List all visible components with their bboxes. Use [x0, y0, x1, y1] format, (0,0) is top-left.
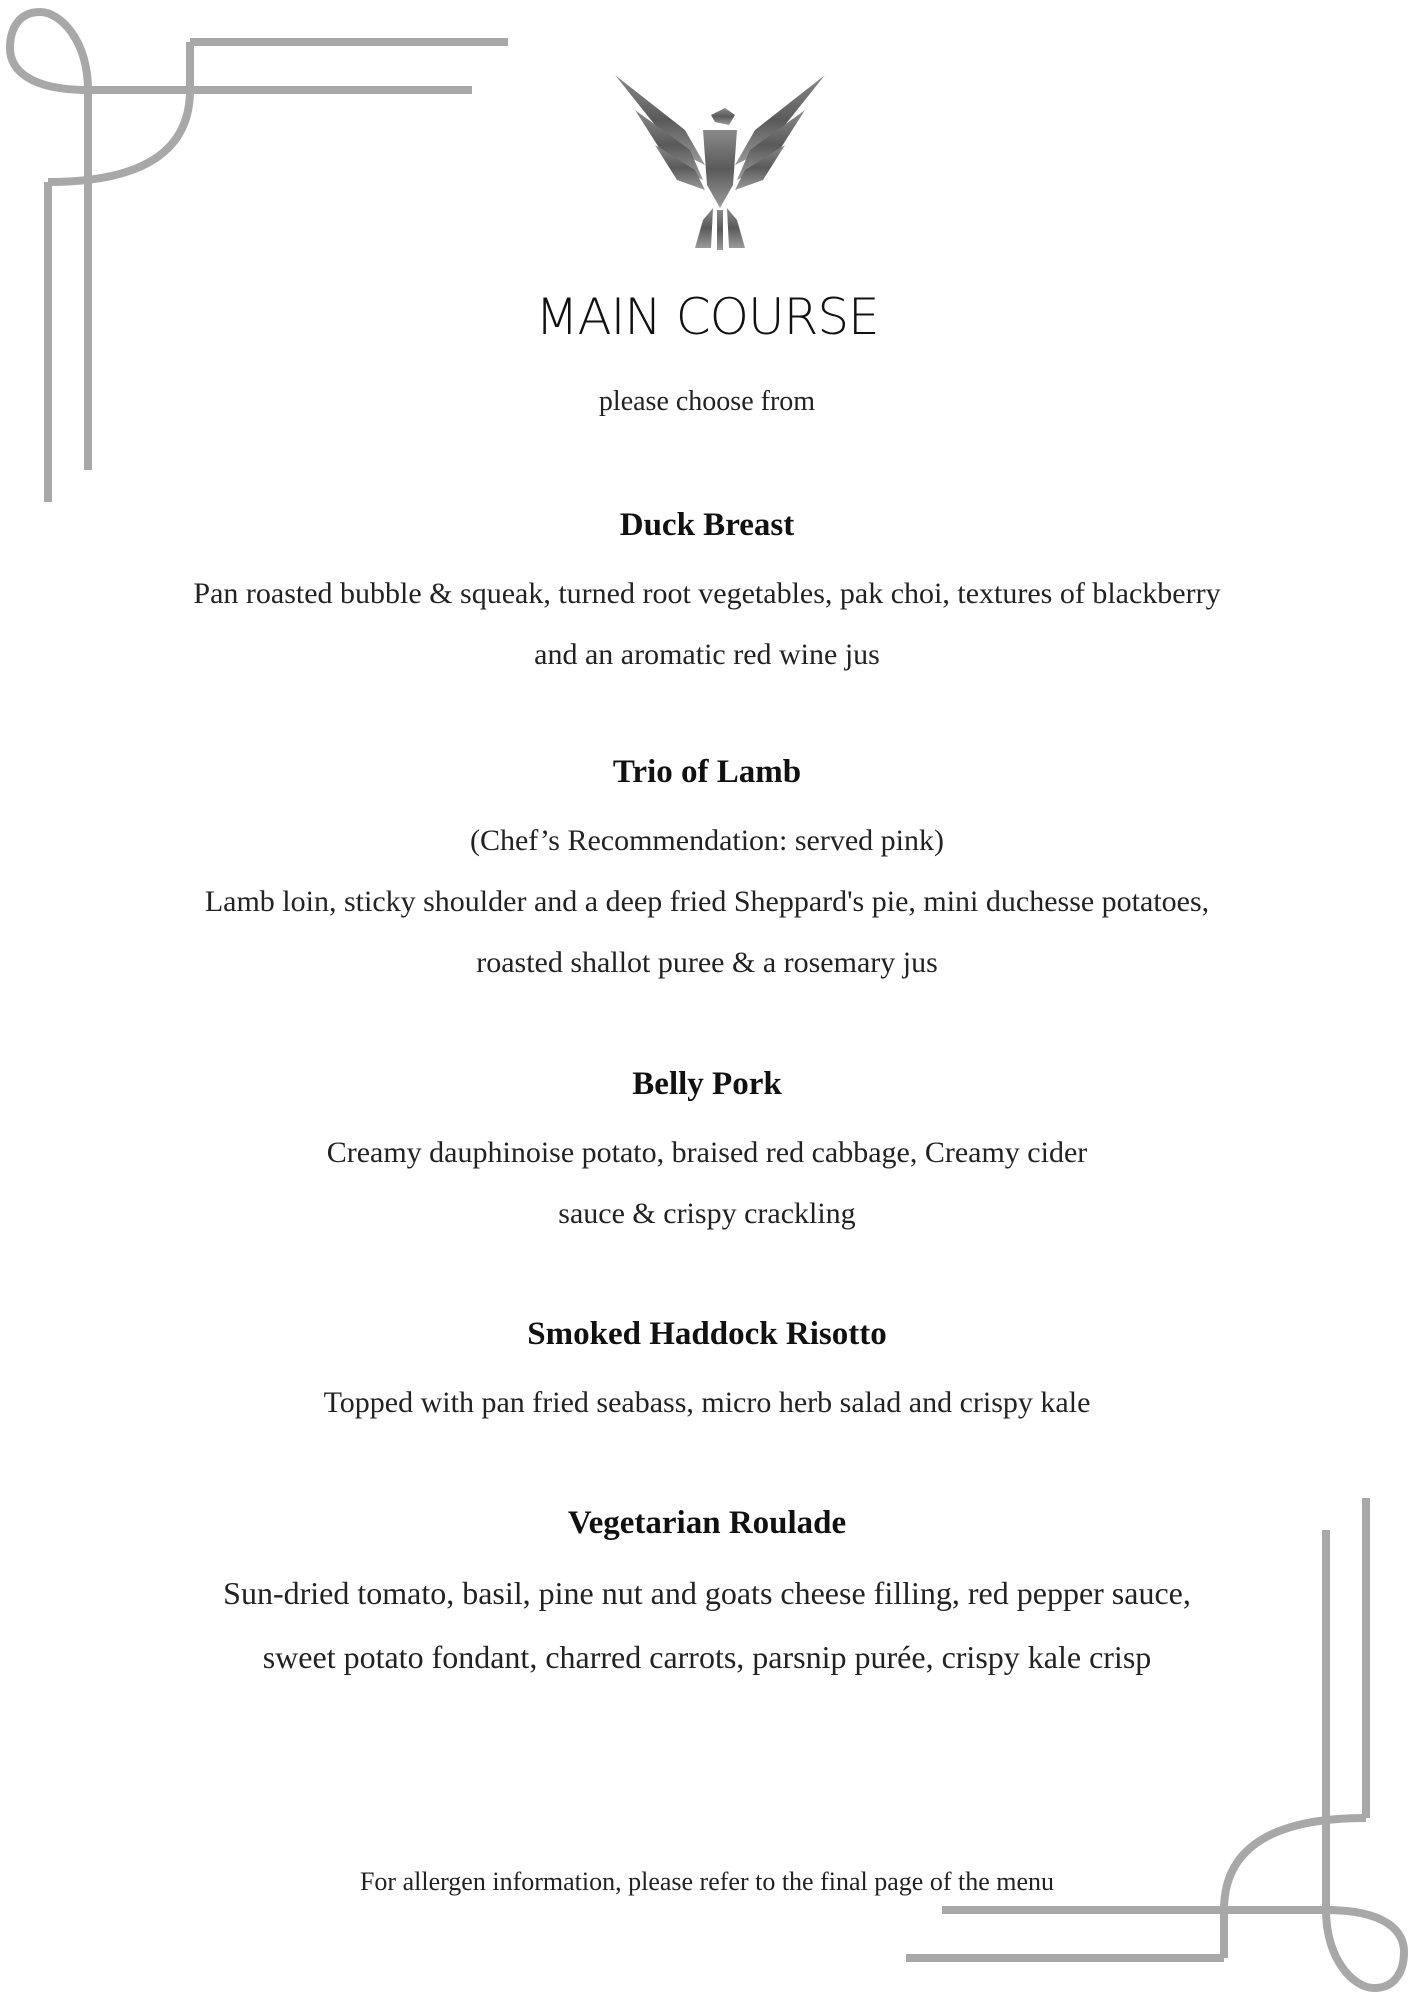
dish-description: sweet potato fondant, charred carrots, parsnip purée, crispy kale crisp — [262, 1639, 1152, 1675]
dish-description: roasted shallot puree & a rosemary jus — [476, 946, 938, 979]
menu-item-belly-pork — [0, 1064, 1414, 1244]
dish-description: and an aromatic red wine jus — [534, 638, 880, 671]
menu-item-duck-breast — [0, 505, 1414, 685]
dish-description: Pan roasted bubble & squeak, turned root vegetables, pak choi, textures of blackberry — [193, 577, 1221, 610]
page-subtitle: please choose from — [598, 386, 816, 417]
corner-ornament-top-left — [0, 0, 520, 510]
dish-name: Belly Pork — [632, 1066, 782, 1102]
dish-description: Topped with pan fried seabass, micro herb salad and crispy kale — [323, 1386, 1091, 1419]
dish-description: Creamy dauphinoise potato, braised red cabbage, Creamy cider — [326, 1136, 1088, 1169]
allergen-note: For allergen information, please refer to the final page of the menu — [359, 1867, 1055, 1896]
dish-description: sauce & crispy crackling — [558, 1197, 856, 1230]
menu-item-trio-of-lamb — [0, 752, 1414, 993]
dish-name: Trio of Lamb — [612, 754, 802, 790]
menu-item-vegetarian-roulade — [0, 1503, 1414, 1689]
dish-description: Lamb loin, sticky shoulder and a deep fried Sheppard's pie, mini duchesse potatoes, — [204, 885, 1210, 918]
dish-note: (Chef’s Recommendation: served pink) — [469, 824, 945, 857]
dish-name: Vegetarian Roulade — [567, 1505, 847, 1541]
dish-description: Sun-dried tomato, basil, pine nut and goats cheese filling, red pepper sauce, — [223, 1575, 1191, 1611]
eagle-icon — [615, 70, 825, 255]
menu-item-smoked-haddock-risotto — [0, 1314, 1414, 1433]
dish-name: Smoked Haddock Risotto — [527, 1316, 887, 1352]
page-title: MAIN COURSE — [535, 288, 879, 346]
dish-name: Duck Breast — [619, 507, 795, 543]
